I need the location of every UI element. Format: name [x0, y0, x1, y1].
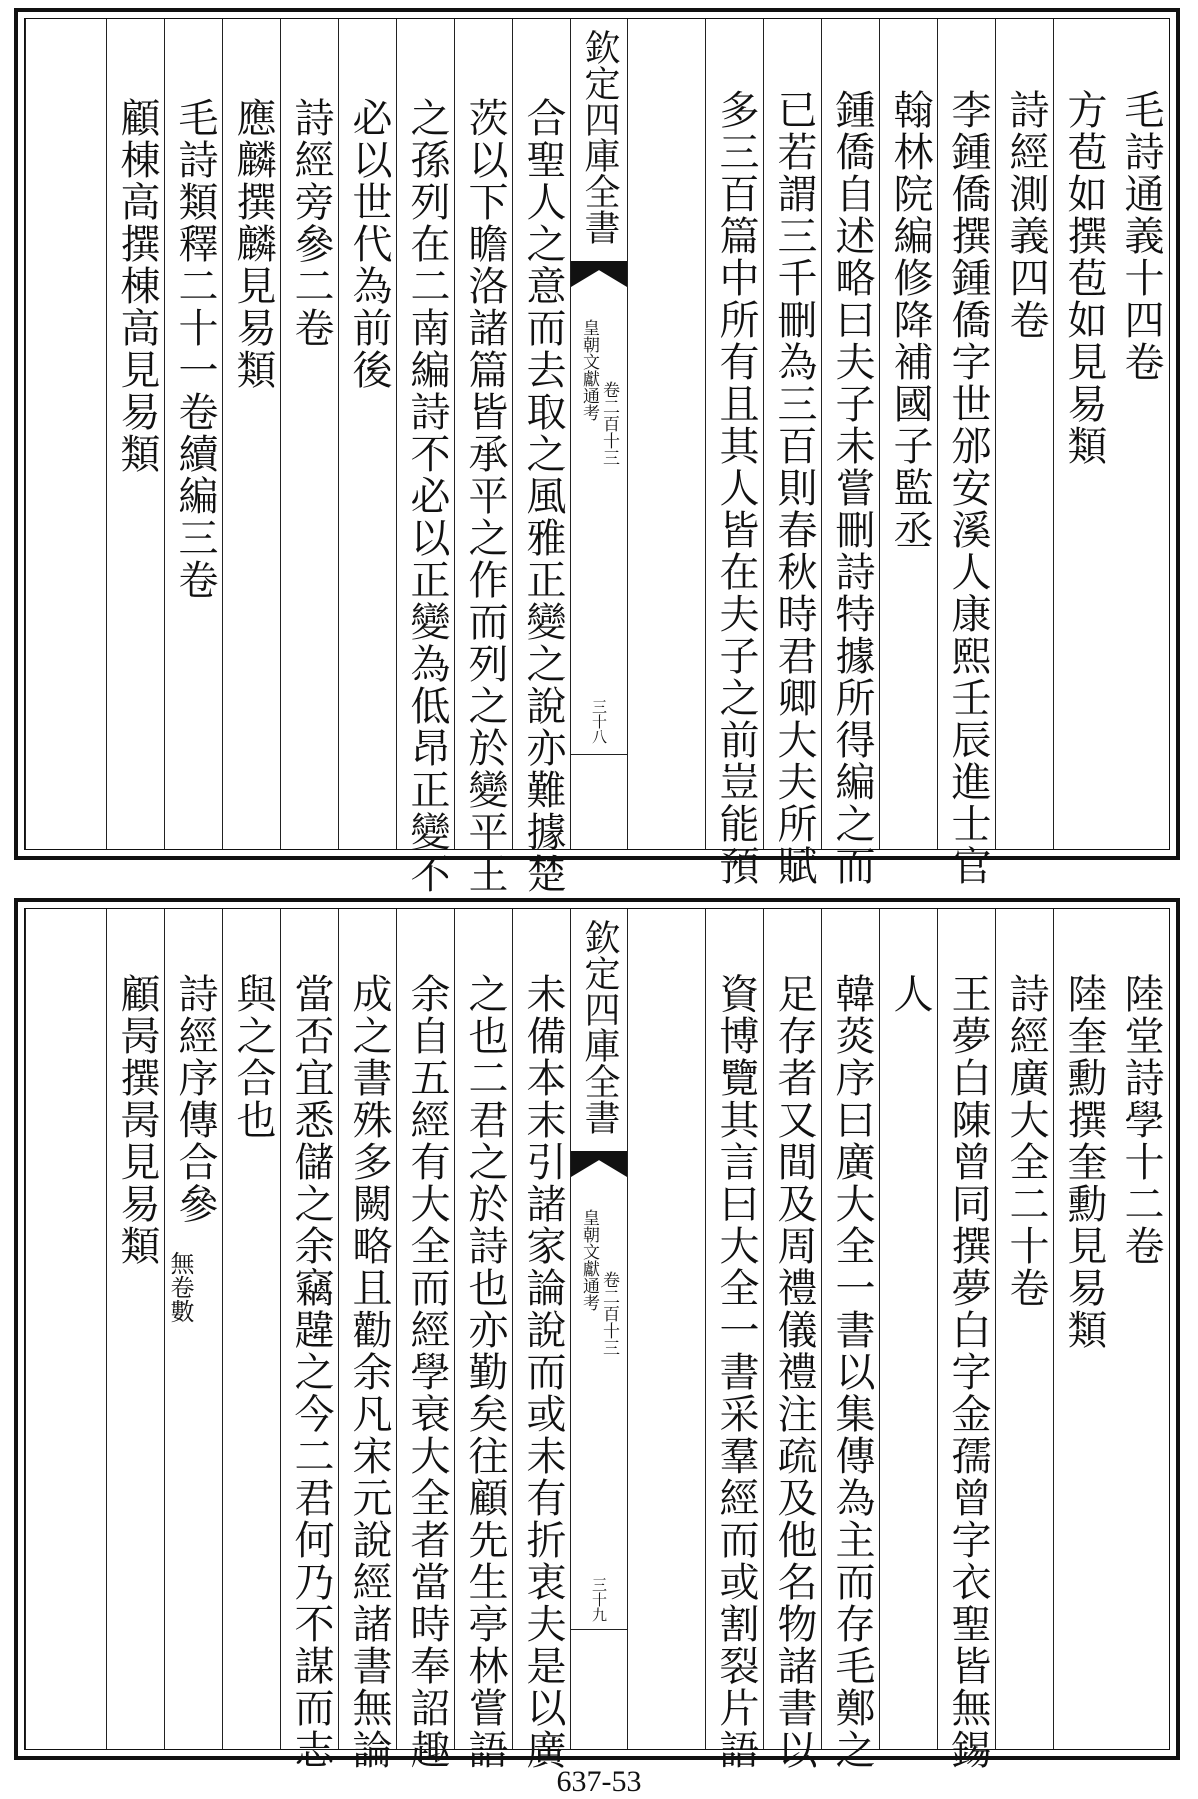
bottom-left-col-2	[454, 909, 512, 1771]
bottom-left-margin	[25, 909, 106, 1749]
bottom-right-col-8	[705, 909, 763, 1771]
bottom-left-col-5	[280, 909, 338, 1771]
top-page-panel	[14, 8, 1180, 895]
bottom-right-col-6	[821, 909, 879, 1771]
bottom-page-frame	[24, 908, 1170, 1771]
top-left-col-2	[454, 19, 512, 895]
text-column: 余自五經有大全而經學衰大全者當時奉詔趣	[404, 973, 450, 1771]
text-column: 茨以下瞻洛諸篇皆承平之作而列之於變平王	[462, 97, 508, 895]
top-left-margin	[25, 19, 106, 849]
text-column: 翰林院編修降補國子監丞	[887, 89, 933, 551]
spine-bottom-rule	[571, 754, 627, 755]
top-right-col-4	[937, 19, 995, 887]
top-page-frame	[24, 18, 1170, 895]
bottom-left-col-4	[338, 909, 396, 1771]
bottom-left-col-3	[396, 909, 454, 1771]
bottom-right-col-5	[879, 909, 937, 1749]
top-right-col-7	[763, 19, 821, 887]
bottom-right-col-2	[1053, 909, 1111, 1749]
spine-page-number: 三十八	[590, 699, 608, 744]
text-column: 毛詩類釋二十一卷續編三卷	[172, 97, 218, 601]
bottom-left-col-1	[512, 909, 570, 1771]
spine-title: 欽定四庫全書	[579, 29, 620, 245]
text-column: 韓菼序曰廣大全一書以集傳為主而存毛鄭之	[829, 973, 875, 1771]
text-column: 之孫列在二南編詩不必以正變為低昂正變不	[404, 97, 450, 895]
bottom-right-col-7	[763, 909, 821, 1771]
fish-tail-mark	[571, 1151, 627, 1177]
bottom-left-col-7	[164, 909, 222, 1749]
spine-subtitle: 皇朝文獻通考	[579, 1209, 599, 1311]
text-column: 王夢白陳曾同撰夢白字金孺曾字衣聖皆無錫	[945, 973, 991, 1771]
spine-bottom-rule	[571, 1629, 627, 1630]
top-left-col-8	[106, 19, 164, 849]
top-left-col-5	[280, 19, 338, 849]
bottom-page-panel	[14, 898, 1180, 1771]
text-column: 之也二君之於詩也亦勤矣往顧先生亭林嘗語	[462, 973, 508, 1771]
top-right-col-3	[995, 19, 1053, 849]
bottom-right-col-4	[937, 909, 995, 1771]
top-center-spine	[570, 19, 628, 849]
text-column: 李鍾僑撰鍾僑字世邠安溪人康熙壬辰進士官	[945, 89, 991, 887]
text-column: 顧棟高撰棟高見易類	[114, 97, 160, 475]
fish-tail-mark	[571, 261, 627, 287]
text-column: 當否宜悉儲之余竊韙之今二君何乃不謀而志	[288, 973, 334, 1771]
spine-volume: 卷二百十三	[599, 1271, 619, 1356]
text-column: 必以世代為前後	[346, 97, 392, 391]
top-right-col-5	[879, 19, 937, 849]
top-left-col-3	[396, 19, 454, 895]
top-right-col-8	[705, 19, 763, 887]
top-left-col-6	[222, 19, 280, 849]
text-column: 應麟撰麟見易類	[230, 97, 276, 391]
bottom-left-col-6	[222, 909, 280, 1749]
text-column: 詩經測義四卷	[1003, 89, 1049, 341]
bottom-right-col-1	[1111, 909, 1169, 1749]
bottom-center-spine	[570, 909, 628, 1749]
text-column: 人	[887, 973, 933, 1015]
bottom-right-col-3	[995, 909, 1053, 1749]
spine-title: 欽定四庫全書	[579, 919, 620, 1135]
text-column: 詩經序傳合參	[172, 973, 218, 1225]
top-left-col-7	[164, 19, 222, 849]
top-left-col-4	[338, 19, 396, 849]
text-column: 未備本末引諸家論說而或未有折衷夫是以廣	[520, 973, 566, 1771]
text-column: 詩經廣大全二十卷	[1003, 973, 1049, 1309]
text-column: 多三百篇中所有且其人皆在夫子之前豈能預	[713, 89, 759, 887]
spine-page-number: 三十九	[590, 1577, 608, 1622]
spine-subtitle: 皇朝文獻通考	[579, 319, 599, 421]
top-left-col-1	[512, 19, 570, 895]
annotation-note: 無卷數	[166, 1251, 194, 1323]
text-column: 顧昺撰昺見易類	[114, 973, 160, 1267]
text-column: 陸堂詩學十二卷	[1118, 973, 1164, 1267]
text-column: 成之書殊多闕略且勸余凡宋元說經諸書無論	[346, 973, 392, 1771]
text-column: 毛詩通義十四卷	[1118, 89, 1164, 383]
top-right-col-2	[1053, 19, 1111, 849]
top-right-col-6	[821, 19, 879, 887]
spine-volume: 卷二百十三	[599, 381, 619, 466]
text-column: 方苞如撰苞如見易類	[1061, 89, 1107, 467]
text-column: 與之合也	[230, 973, 276, 1141]
text-column: 詩經旁參二卷	[288, 97, 334, 349]
top-right-col-1	[1111, 19, 1169, 849]
text-column: 陸奎勳撰奎勳見易類	[1061, 973, 1107, 1351]
text-column: 足存者又間及周禮儀禮注疏及他名物諸書以	[771, 973, 817, 1771]
text-column: 資博覽其言曰大全一書采羣經而或割裂片語	[713, 973, 759, 1771]
text-column: 鍾僑自述略曰夫子未嘗刪詩特據所得編之而	[829, 89, 875, 887]
text-column: 已若謂三千刪為三百則春秋時君卿大夫所賦	[771, 89, 817, 887]
bottom-left-col-8	[106, 909, 164, 1749]
page-footer-number: 637-53	[556, 1765, 642, 1798]
text-column: 合聖人之意而去取之風雅正變之說亦難據楚	[520, 97, 566, 895]
